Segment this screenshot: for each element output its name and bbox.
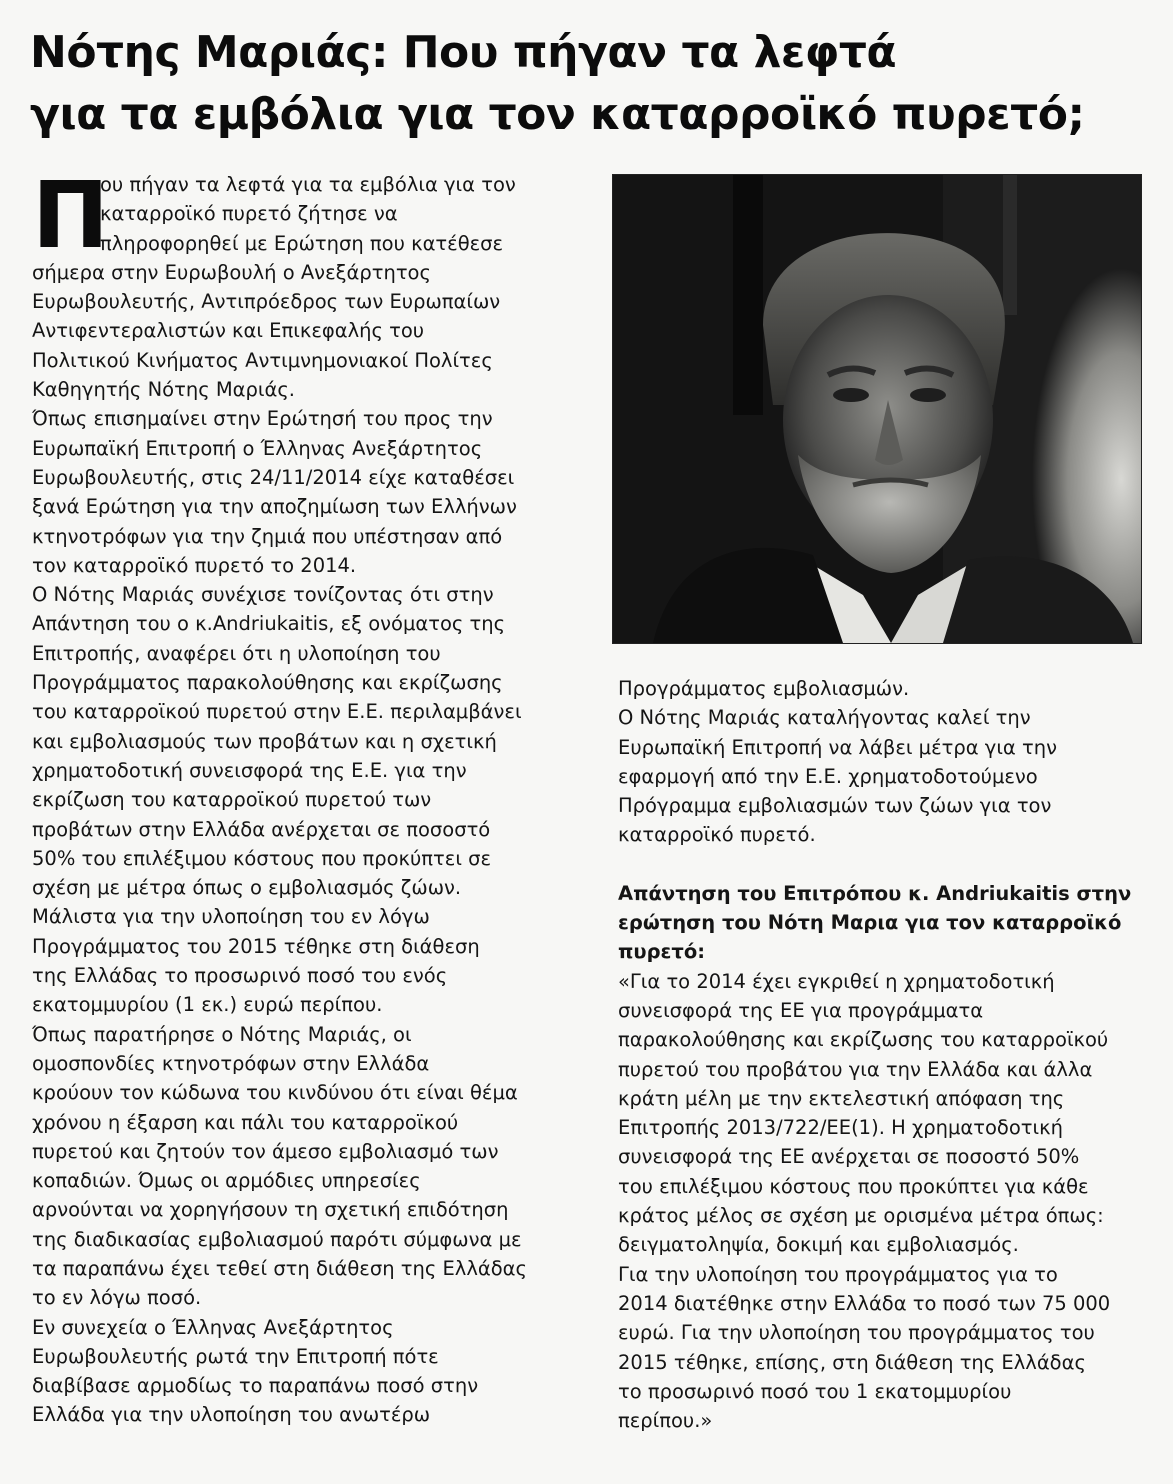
body-line: Ευρωπαϊκή Επιτροπή ο Έλληνας Ανεξάρτητος <box>32 436 483 460</box>
body-line: τα παραπάνω έχει τεθεί στη διάθεση της Ελλάδας <box>32 1256 527 1280</box>
body-line: Πολιτικού Κινήματος Αντιμνημονιακοί Πολίτες <box>32 348 493 372</box>
body-line: Όπως επισημαίνει στην Ερώτησή του προς την <box>32 407 493 431</box>
quote-line: συνεισφορά της ΕΕ ανέρχεται σε ποσοστό 50% <box>618 1145 1080 1169</box>
body-line: Πρόγραμμα εμβολιασμών των ζώων για τον <box>618 794 1052 818</box>
body-line: Επιτροπής, αναφέρει ότι η υλοποίηση του <box>32 641 441 665</box>
quote-line: περίπου.» <box>618 1409 713 1433</box>
body-line: 50% του επιλέξιμου κόστους που προκύπτει σε <box>32 846 492 870</box>
body-line: ομοσπονδίες κτηνοτρόφων στην Ελλάδα <box>32 1051 430 1075</box>
body-line: σχέση με μέτρα όπως ο εμβολιασμός ζώων. <box>32 876 462 900</box>
body-line: Μάλιστα για την υλοποίηση του εν λόγω <box>32 905 430 929</box>
quote-line: το προσωρινό ποσό του 1 εκατομμυρίου <box>618 1379 1012 1403</box>
body-line: Όπως παρατήρησε ο Νότης Μαριάς, οι <box>32 1022 412 1046</box>
body-line: πυρετού και ζητούν τον άμεσο εμβολιασμό των <box>32 1139 499 1163</box>
quote-line: παρακολούθησης και εκρίζωσης του καταρροϊκού <box>618 1028 1109 1052</box>
body-line: του καταρροϊκού πυρετού στην Ε.Ε. περιλαμβάνει <box>32 700 522 724</box>
body-line: Ο Νότης Μαριάς καταλήγοντας καλεί την <box>618 706 1031 730</box>
headline <box>30 22 1140 146</box>
body-line: εκρίζωση του καταρροϊκού πυρετού των <box>32 788 432 812</box>
drop-cap: Π <box>32 162 109 269</box>
body-line: και εμβολιασμούς των προβάτων και η σχετική <box>32 729 497 753</box>
body-line: ξανά Ερώτηση για την αποζημίωση των Ελλήνων <box>32 495 517 519</box>
body-line: τον καταρροϊκό πυρετό το 2014. <box>32 553 357 577</box>
body-line: Αντιφεντεραλιστών και Επικεφαλής του <box>32 319 425 343</box>
body-line: κτηνοτρόφων για την ζημιά που υπέστησαν από <box>32 524 503 548</box>
quote-line: 2015 τέθηκε, επίσης, στη διάθεση της Ελλάδας <box>618 1350 1086 1374</box>
body-line: της διαδικασίας εμβολιασμού παρότι σύμφωνα με <box>32 1227 522 1251</box>
body-line: σήμερα στην Ευρωβουλή ο Ανεξάρτητος <box>32 260 431 284</box>
quote-line: συνεισφορά της ΕΕ για προγράμματα <box>618 998 984 1022</box>
body-line: Απάντηση του ο κ.Andriukaitis, εξ ονόματος της <box>32 612 506 636</box>
body-line: χρόνου η έξαρση και πάλι του καταρροϊκού <box>32 1110 459 1134</box>
subheading-line: πυρετό: <box>618 940 706 964</box>
body-line: εκατομμυρίου (1 εκ.) ευρώ περίπου. <box>32 993 383 1017</box>
headline-line: Νότης Μαριάς: Που πήγαν τα λεφτά <box>30 27 897 78</box>
body-line: Προγράμματος του 2015 τέθηκε στη διάθεση <box>32 934 480 958</box>
body-line: καταρροϊκό πυρετό ζήτησε να <box>100 202 398 226</box>
body-line: Ευρωπαϊκή Επιτροπή να λάβει μέτρα για την <box>618 735 1057 759</box>
quote-line: κράτος μέλος σε σχέση με ορισμένα μέτρα όπως: <box>618 1204 1104 1228</box>
body-line: Ελλάδα για την υλοποίηση του ανωτέρω <box>32 1403 431 1427</box>
quote-line: «Για το 2014 έχει εγκριθεί η χρηματοδοτική <box>618 969 1055 993</box>
body-line: Ευρωβουλευτής, Αντιπρόεδρος των Ευρωπαίων <box>32 290 501 314</box>
body-line: εφαρμογή από την Ε.Ε. χρηματοδοτούμενο <box>618 764 1038 788</box>
body-line: ου πήγαν τα λεφτά για τα εμβόλια για τον <box>100 173 516 196</box>
subheading-line: Απάντηση του Επιτρόπου κ. Andriukaitis στην <box>618 881 1132 905</box>
quote-line: Για την υλοποίηση του προγράμματος για το <box>618 1262 1058 1286</box>
body-line: Καθηγητής Νότης Μαριάς. <box>32 378 295 402</box>
headline-line: για τα εμβόλια για τον καταρροϊκό πυρετό; <box>30 89 1085 140</box>
quote-line: ευρώ. Για την υλοποίηση του προγράμματος του <box>618 1321 1095 1345</box>
body-line: το εν λόγω ποσό. <box>32 1286 202 1310</box>
quote-line: 2014 διατέθηκε στην Ελλάδα το ποσό των 75 000 <box>618 1291 1111 1315</box>
paragraph-gap <box>618 850 1148 879</box>
quote-line: κράτη μέλη με την εκτελεστική απόφαση της <box>618 1086 1065 1110</box>
quote-line: του επιλέξιμου κόστους που προκύπτει για κάθε <box>618 1174 1089 1198</box>
body-line: προβάτων στην Ελλάδα ανέρχεται σε ποσοστό <box>32 817 491 841</box>
body-line: Ευρωβουλευτής, στις 24/11/2014 είχε καταθέσει <box>32 465 515 489</box>
body-line: πληροφορηθεί με Ερώτηση που κατέθεσε <box>100 231 504 255</box>
quote-line: δειγματοληψία, δοκιμή και εμβολιασμός. <box>618 1233 1019 1257</box>
body-line: Εν συνεχεία ο Έλληνας Ανεξάρτητος <box>32 1315 394 1339</box>
body-line: διαβίβασε αρμοδίως το παραπάνω ποσό στην <box>32 1374 479 1398</box>
quote-line: Επιτροπής 2013/722/ΕΕ(1). Η χρηματοδοτική <box>618 1116 1063 1140</box>
body-line: καταρροϊκό πυρετό. <box>618 823 816 847</box>
body-line: Προγράμματος εμβολιασμών. <box>618 677 910 700</box>
left-column <box>32 162 572 1430</box>
body-line: κρούουν τον κώδωνα του κινδύνου ότι είναι θέμα <box>32 1081 518 1105</box>
body-line: κοπαδιών. Όμως οι αρμόδιες υπηρεσίες <box>32 1169 421 1193</box>
portrait-photo-image <box>613 175 1141 643</box>
body-line: αρνούνται να χορηγήσουν τη σχετική επιδότηση <box>32 1198 509 1222</box>
subheading-line: ερώτηση του Νότη Μαρια για τον καταρροϊκό <box>618 911 1122 935</box>
quote-line: πυρετού του προβάτου για την Ελλάδα και άλλα <box>618 1057 1093 1081</box>
portrait-photo <box>612 174 1142 644</box>
body-line: Προγράμματος παρακολούθησης και εκρίζωσης <box>32 671 503 695</box>
body-line: χρηματοδοτική συνεισφορά της Ε.Ε. για την <box>32 758 467 782</box>
body-line: της Ελλάδας το προσωρινό ποσό του ενός <box>32 964 448 988</box>
body-line: Ευρωβουλευτής ρωτά την Επιτροπή πότε <box>32 1344 439 1368</box>
body-line: Ο Νότης Μαριάς συνέχισε τονίζοντας ότι στην <box>32 583 494 607</box>
right-column <box>618 674 1148 1435</box>
